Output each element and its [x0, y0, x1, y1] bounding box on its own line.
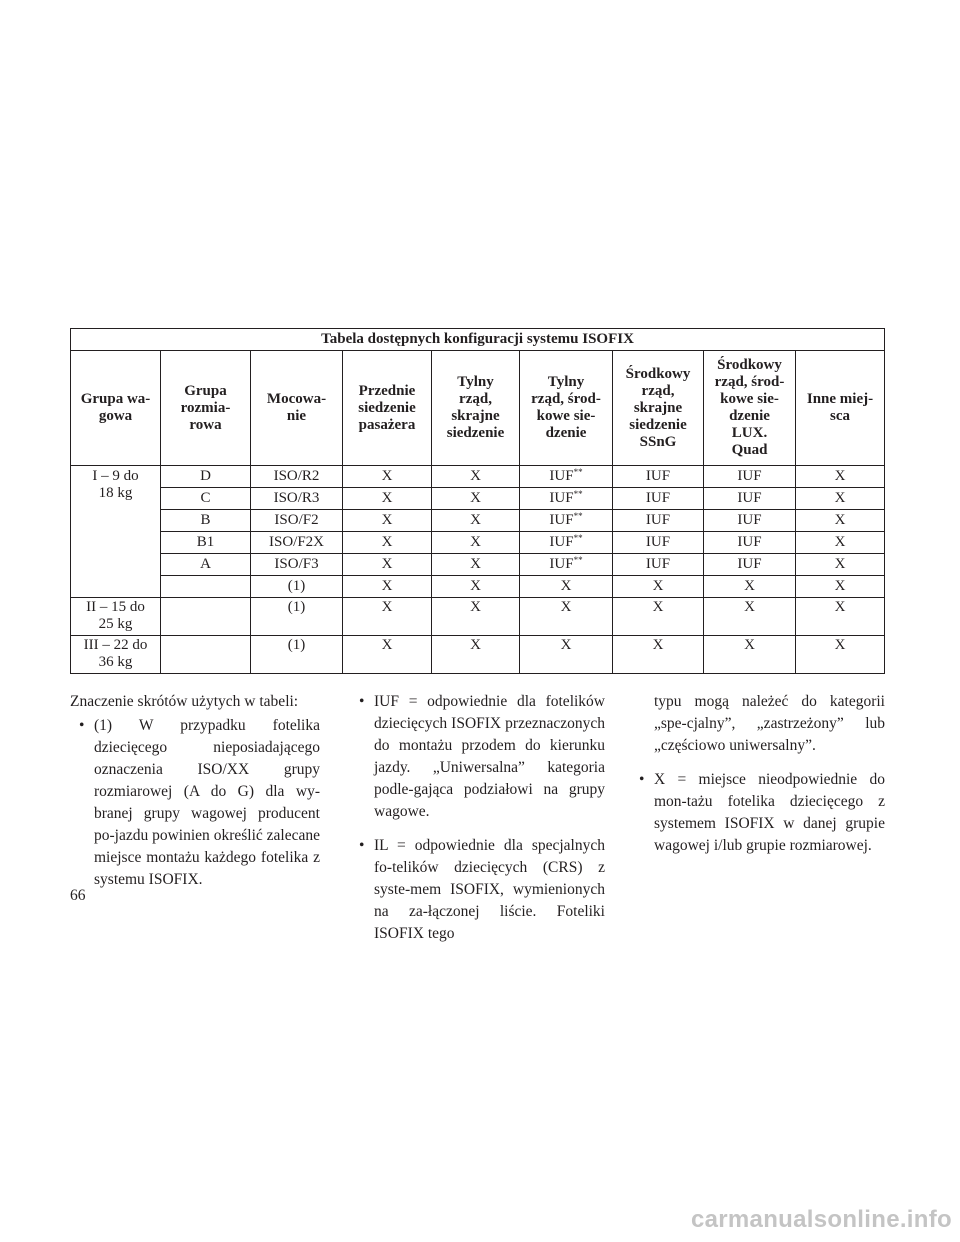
table-caption: Tabela dostępnych konfiguracji systemu ISOFIX [71, 329, 885, 351]
cell-value: B1 [196, 534, 215, 550]
cell-value: IUF [645, 556, 671, 572]
table-cell [613, 636, 704, 674]
table-cell [343, 466, 432, 488]
bullet-marker: • [359, 837, 365, 854]
note-text: IL = odpowiednie dla specjalnych fo-telików dziecięcych (CRS) z syste-mem ISOFIX, wymienionych na za-łączonej liście. Foteliki ISOFIX tego [374, 837, 605, 942]
cell-value: X [470, 490, 481, 506]
cell-value: IUF [737, 534, 762, 550]
table-row [71, 598, 885, 636]
note-text: (1) W przypadku fotelika dziecięcego nieposiadającego oznaczenia ISO/XX grupy rozmiarowej (A do G) dla wy-branej grupy wagowej producent po-jazdu powinien określić zalecane miejsce montażu każdego fotelika z systemu ISOFIX. [94, 717, 320, 888]
cell-value: X [834, 490, 846, 506]
table-cell [613, 554, 704, 576]
table-cell [251, 510, 343, 532]
table-cell [343, 554, 432, 576]
table-cell [796, 598, 885, 636]
column-header: Inne miej- sca [796, 351, 885, 466]
page-number: 66 [70, 887, 86, 904]
cell-value: X [470, 468, 481, 484]
table-cell [432, 532, 520, 554]
footnote-mark: ** [573, 511, 583, 521]
table-cell [520, 554, 613, 576]
cell-value: IUF [737, 556, 762, 572]
note-bullet-2 [350, 691, 605, 823]
table-cell [520, 636, 613, 674]
cell-value: C [200, 490, 211, 506]
cell-value: X [381, 512, 393, 528]
table-cell [520, 532, 613, 554]
note-bullet-3 [350, 835, 605, 945]
cell-value: ISO/R2 [273, 468, 320, 484]
column-header: Tylny rząd, środ- kowe sie- dzenie [520, 351, 613, 466]
cell-value: X [470, 512, 481, 528]
table-cell [432, 466, 520, 488]
table-row [71, 466, 885, 488]
cell-value: ISO/F2 [274, 512, 319, 528]
table-row [71, 636, 885, 674]
table-cell [432, 488, 520, 510]
table-cell [520, 466, 613, 488]
cell-value: X [470, 534, 481, 550]
cell-value: X [744, 578, 755, 594]
note-continuation: typu mogą należeć do kategorii „spe-cjalny”, „zastrzeżony” lub „częściowo uniwersalny”. [654, 693, 885, 754]
table-cell [613, 598, 704, 636]
table-caption-row [71, 329, 885, 351]
cell-value: X [834, 599, 846, 615]
table-cell [161, 598, 251, 636]
table-cell [704, 554, 796, 576]
table-cell [161, 576, 251, 598]
column-header: Środkowy rząd, środ- kowe sie- dzenie LUX. Quad [704, 351, 796, 466]
table-cell [613, 532, 704, 554]
table-cell [613, 466, 704, 488]
cell-value: D [200, 468, 211, 484]
cell-value: B [200, 512, 211, 528]
table-cell [432, 510, 520, 532]
table-cell [613, 576, 704, 598]
cell-value: X [652, 599, 664, 615]
cell-value: X [744, 599, 755, 615]
note-text: IUF = odpowiednie dla fotelików dziecięcych ISOFIX przeznaczonych do montażu przodem do kierunku jazdy. „Uniwersalna” kategoria podle-gająca podziałowi na grupy wagowe. [374, 693, 605, 820]
cell-value: X [381, 468, 393, 484]
bullet-marker: • [639, 771, 645, 788]
table-cell [251, 576, 343, 598]
table-cell [796, 510, 885, 532]
table-cell [251, 598, 343, 636]
table-row [71, 532, 885, 554]
cell-value: IUF [737, 468, 762, 484]
column-header: Mocowa- nie [251, 351, 343, 466]
cell-value: X [470, 637, 481, 653]
footnote-mark: ** [573, 467, 583, 477]
cell-value: X [381, 556, 393, 572]
footnote-mark: ** [573, 555, 583, 565]
cell-value: X [834, 534, 846, 550]
table-cell [520, 576, 613, 598]
table-cell [704, 576, 796, 598]
notes-column-1 [70, 715, 320, 903]
table-cell [161, 488, 251, 510]
cell-value: IUF [645, 534, 671, 550]
table-cell [161, 554, 251, 576]
column-header: Środkowy rząd, skrajne siedzenie SSnG [613, 351, 704, 466]
table-cell [432, 554, 520, 576]
table-cell [704, 510, 796, 532]
cell-value: X [381, 578, 393, 594]
bullet-marker: • [359, 693, 365, 710]
cell-value: IUF [645, 490, 671, 506]
cell-value: IUF [549, 556, 574, 572]
cell-value: IUF [737, 512, 762, 528]
isofix-configuration-table [70, 328, 885, 674]
cell-value: A [200, 556, 211, 572]
table-cell [161, 510, 251, 532]
table-body [71, 466, 885, 674]
cell-value: ISO/R3 [273, 490, 320, 506]
notes-column-3 [630, 691, 885, 869]
cell-value: X [560, 599, 572, 615]
cell-value: IUF [549, 534, 574, 550]
cell-value: IUF [549, 490, 574, 506]
weight-group-cell: III – 22 do 36 kg [71, 636, 161, 674]
cell-value: IUF [645, 468, 671, 484]
table-cell [343, 576, 432, 598]
table-cell [704, 636, 796, 674]
table-cell [432, 598, 520, 636]
cell-value: (1) [287, 578, 306, 594]
table-cell [796, 576, 885, 598]
table-row [71, 554, 885, 576]
notes-column-2 [350, 691, 605, 957]
table-cell [520, 488, 613, 510]
cell-value: X [652, 637, 664, 653]
cell-value: (1) [287, 599, 306, 615]
footnote-mark: ** [573, 489, 583, 499]
table-cell [161, 636, 251, 674]
cell-value: X [560, 637, 572, 653]
cell-value: X [652, 578, 664, 594]
cell-value: IUF [549, 468, 574, 484]
table-cell [796, 554, 885, 576]
column-header: Grupa wa- gowa [71, 351, 161, 466]
cell-value: X [470, 578, 481, 594]
cell-value: IUF [645, 512, 671, 528]
cell-value: X [834, 556, 846, 572]
note-text: X = miejsce nieodpowiednie do mon-tażu fotelika dziecięcego z systemem ISOFIX w danej grupie wagowej i/lub grupie rozmiarowej. [654, 771, 885, 854]
cell-value: X [834, 512, 846, 528]
cell-value: X [470, 556, 481, 572]
cell-value: ISO/F2X [268, 534, 324, 550]
cell-value: X [381, 490, 393, 506]
legend-title: Znaczenie skrótów użytych w tabeli: [70, 693, 299, 710]
weight-group-cell: I – 9 do 18 kg [71, 466, 161, 598]
note-bullet-4 [630, 769, 885, 857]
cell-value: X [834, 637, 846, 653]
column-header: Tylny rząd, skrajne siedzenie [432, 351, 520, 466]
bullet-marker: • [79, 717, 85, 734]
table-cell [520, 598, 613, 636]
table-cell [796, 636, 885, 674]
table-cell [704, 532, 796, 554]
table-cell [432, 576, 520, 598]
cell-value: X [470, 599, 481, 615]
table-cell [343, 532, 432, 554]
cell-value: X [381, 534, 393, 550]
table-cell [161, 466, 251, 488]
cell-value: ISO/F3 [274, 556, 319, 572]
cell-value: X [834, 578, 846, 594]
table-cell [796, 532, 885, 554]
table-cell [251, 636, 343, 674]
cell-value: IUF [737, 490, 762, 506]
table-row [71, 488, 885, 510]
column-header: Grupa rozmia- rowa [161, 351, 251, 466]
cell-value: (1) [287, 637, 306, 653]
table-cell [161, 532, 251, 554]
cell-value: X [560, 578, 572, 594]
cell-value: X [744, 637, 755, 653]
table-cell [251, 532, 343, 554]
table-cell [704, 488, 796, 510]
table-row [71, 510, 885, 532]
table-cell [613, 488, 704, 510]
table-cell [251, 554, 343, 576]
table-cell [432, 636, 520, 674]
cell-value: X [834, 468, 846, 484]
column-header: Przednie siedzenie pasażera [343, 351, 432, 466]
cell-value: X [381, 637, 393, 653]
table-cell [613, 510, 704, 532]
footnote-mark: ** [573, 533, 583, 543]
cell-value: X [381, 599, 393, 615]
table-cell [520, 510, 613, 532]
table-cell [343, 636, 432, 674]
isofix-table-container [70, 328, 884, 674]
table-row [71, 576, 885, 598]
note-bullet-1 [70, 715, 320, 891]
table-header-row [71, 351, 885, 466]
cell-value: IUF [549, 512, 574, 528]
table-cell [704, 598, 796, 636]
table-cell [796, 466, 885, 488]
table-cell [343, 488, 432, 510]
table-cell [343, 510, 432, 532]
table-cell [343, 598, 432, 636]
table-cell [251, 488, 343, 510]
table-cell [704, 466, 796, 488]
weight-group-cell: II – 15 do 25 kg [71, 598, 161, 636]
table-cell [796, 488, 885, 510]
watermark-link[interactable]: carmanualsonline.info [690, 1206, 952, 1233]
table-cell [251, 466, 343, 488]
